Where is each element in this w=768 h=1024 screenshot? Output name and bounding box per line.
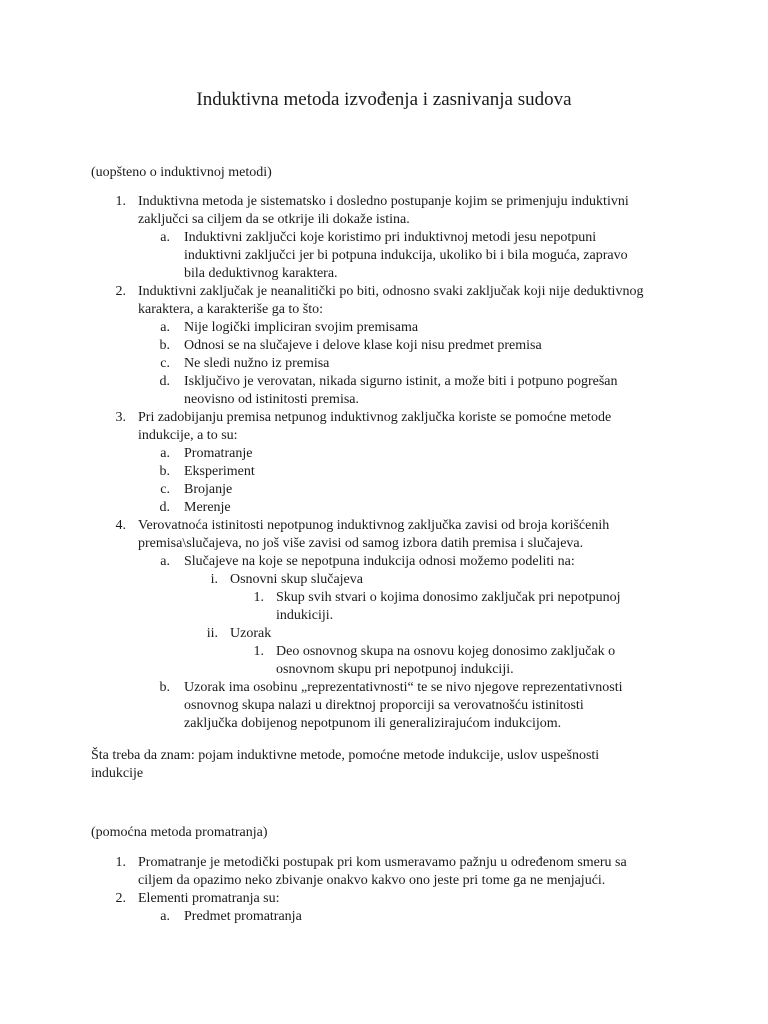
item-number: 2. — [115, 284, 126, 299]
sub-item-line: Slučajeve na koje se nepotpuna indukcija odnosi možemo podeliti na: — [184, 554, 575, 569]
item-number: 1. — [115, 855, 126, 870]
item-line: Pri zadobijanju premisa netpunog induktivnog zaključka koriste se pomoćne metode — [138, 410, 612, 425]
sub-item-line: induktivni zaključci jer bi potpuna indukcija, ukoliko bi i bila moguća, zapravo — [184, 248, 628, 263]
sub-item-line: zaključka dobijenog nepotpunom ili generalizirajućom indukcijom. — [184, 716, 562, 731]
sub-item-line: Eksperiment — [184, 464, 255, 479]
item-line: Elementi promatranja su: — [138, 891, 280, 906]
item-number: 1. — [115, 194, 126, 209]
item-number: 3. — [115, 410, 126, 425]
roman-numeral: i. — [210, 572, 218, 587]
sub-item-line: neovisno od istinitosti premisa. — [184, 392, 359, 407]
page-title: Induktivna metoda izvođenja i zasnivanja sudova — [196, 89, 572, 110]
item-line: Promatranje je metodički postupak pri kom usmeravamo pažnju u određenom smeru sa — [138, 855, 627, 870]
sub-item-line: Merenje — [184, 500, 231, 515]
item-line: karaktera, a karakteriše ga to što: — [138, 302, 324, 317]
item-line: Induktivni zaključak je neanalitički po biti, odnosno svaki zaključak koji nije deduktivnog — [138, 284, 644, 299]
sub-item-line: bila deduktivnog karaktera. — [184, 266, 338, 281]
nested-item-number: 1. — [253, 644, 264, 659]
sub-item-line: Induktivni zaključci koje koristimo pri induktivnoj metodi jesu nepotpuni — [184, 230, 597, 245]
item-number: 4. — [115, 518, 126, 533]
what-to-know-label: Šta treba da znam: — [91, 748, 195, 763]
item-line: premisa\slučajeva, no još više zavisi od samog izbora datih premisa i slučajeva. — [138, 536, 584, 551]
sub-item-line: Promatranje — [184, 446, 253, 461]
sub-item-letter: d. — [159, 500, 170, 515]
nested-item-line: osnovnom skupu pri nepotpunoj indukciji. — [276, 662, 514, 677]
item-number: 2. — [115, 891, 126, 906]
sub-item-line: Uzorak ima osobinu „reprezentativnosti“ te se nivo njegove reprezentativnosti — [184, 680, 623, 695]
sub-item-line: Predmet promatranja — [184, 909, 302, 924]
sub-item-letter: a. — [160, 320, 170, 335]
sub-item-letter: c. — [160, 356, 170, 371]
sub-item-letter: b. — [159, 464, 170, 479]
item-line: Induktivna metoda je sistematsko i dosledno postupanje kojim se primenjuju induktivni — [138, 194, 629, 209]
roman-item-label: Osnovni skup slučajeva — [230, 572, 363, 587]
sub-item-letter: d. — [159, 374, 170, 389]
sub-item-letter: a. — [160, 230, 170, 245]
sub-item-line: Brojanje — [184, 482, 233, 497]
what-to-know-line: indukcije — [91, 766, 144, 781]
sub-item-letter: b. — [159, 680, 170, 695]
what-to-know-line — [91, 747, 599, 765]
roman-item-label: Uzorak — [230, 626, 272, 641]
sub-item-letter: a. — [160, 554, 170, 569]
sub-item-line: osnovnog skupa nalazi u direktnoj proporciji sa verovatnošću istinitosti — [184, 698, 584, 713]
sub-item-letter: c. — [160, 482, 170, 497]
item-line: zaključci sa ciljem da se otkrije ili dokaže istina. — [138, 212, 410, 227]
sub-item-line: Nije logički impliciran svojim premisama — [184, 320, 419, 335]
nested-item-line: Deo osnovnog skupa na osnovu kojeg donosimo zaključak o — [276, 644, 616, 659]
section-heading-observation: (pomoćna metoda promatranja) — [91, 825, 268, 840]
section-heading-inductive-method: (uopšteno o induktivnoj metodi) — [91, 165, 272, 180]
sub-item-line: Ne sledi nužno iz premisa — [184, 356, 330, 371]
item-line: ciljem da opazimo neko zbivanje onakvo kakvo ono jeste pri tome ga ne menjajući. — [138, 873, 606, 888]
sub-item-letter: a. — [160, 909, 170, 924]
nested-item-line: indukiciji. — [276, 608, 334, 623]
sub-item-line: Odnosi se na slučajeve i delove klase koji nisu predmet premisa — [184, 338, 542, 353]
sub-item-line: Isključivo je verovatan, nikada sigurno istinit, a može biti i potpuno pogrešan — [184, 374, 618, 389]
sub-item-letter: a. — [160, 446, 170, 461]
nested-item-number: 1. — [253, 590, 264, 605]
what-to-know-text: pojam induktivne metode, pomoćne metode indukcije, uslov uspešnosti — [194, 748, 600, 763]
item-line: indukcije, a to su: — [138, 428, 238, 443]
sub-item-letter: b. — [159, 338, 170, 353]
nested-item-line: Skup svih stvari o kojima donosimo zaključak pri nepotpunoj — [276, 590, 621, 605]
roman-numeral: ii. — [206, 626, 218, 641]
item-line: Verovatnoća istinitosti nepotpunog induktivnog zaključka zavisi od broja korišćenih — [138, 518, 610, 533]
